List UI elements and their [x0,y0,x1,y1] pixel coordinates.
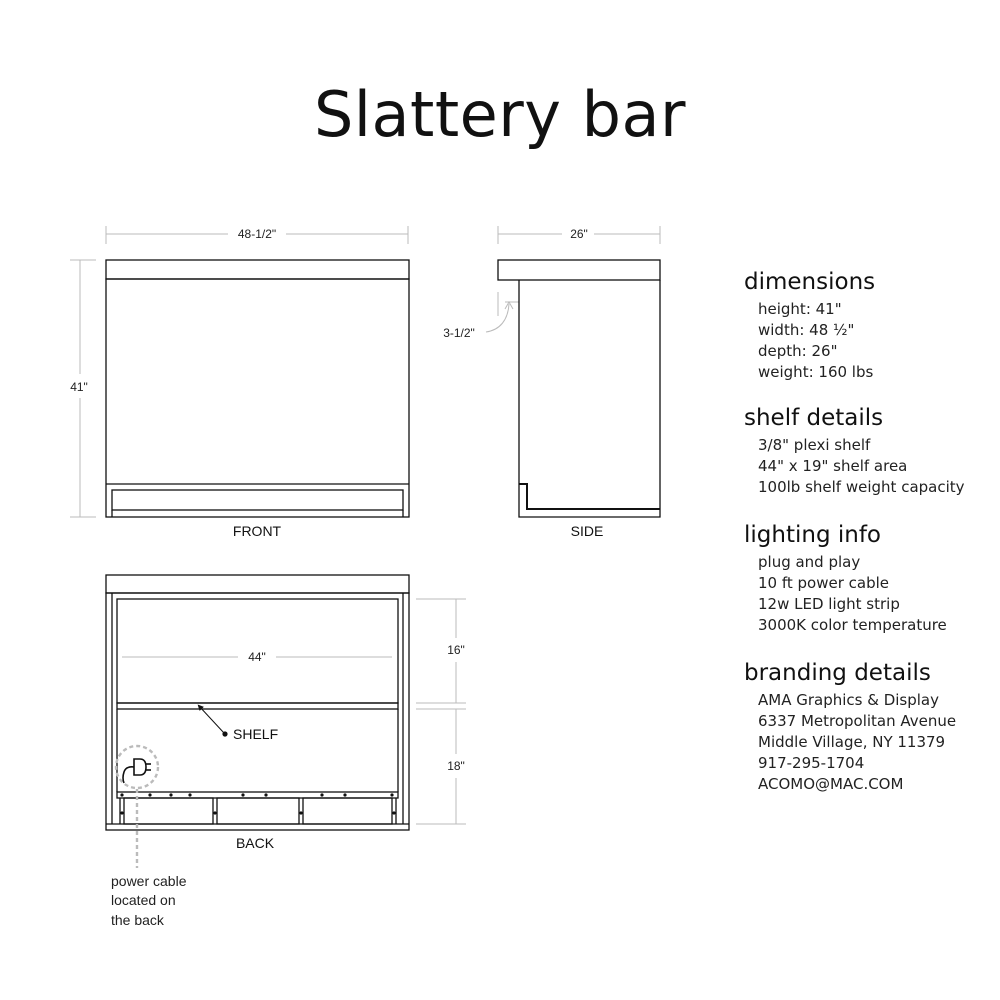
power-note-line-2: located on [111,892,176,908]
dimensions-item: weight: 160 lbs [758,363,874,381]
lighting-info-item: 10 ft power cable [758,574,890,592]
branding-email[interactable]: ACOMO@MAC.COM [758,775,904,793]
lighting-info-section [744,521,947,636]
lighting-info-item: 12w LED light strip [758,595,900,613]
branding-street: 6337 Metropolitan Avenue [758,712,957,730]
front-view [70,226,409,539]
lighting-info-item: 3000K color temperature [758,616,947,634]
branding-details-section [744,659,956,795]
side-overhang-label: 3-1/2" [443,326,475,340]
back-shelf-width-label: 44" [248,650,266,664]
side-depth-label: 26" [570,227,588,241]
lighting-info-list [758,552,947,636]
front-height-label: 41" [70,380,88,394]
back-upper-height-label: 16" [447,643,465,657]
shelf-callout [199,706,228,737]
power-note-line-1: power cable [111,873,187,889]
shelf-details-list [758,435,965,498]
branding-details-list [758,690,956,795]
power-note [111,873,190,928]
back-view [106,575,466,928]
branding-company: AMA Graphics & Display [758,691,939,709]
branding-details-heading: branding details [744,660,931,686]
dimensions-item: width: 48 ½" [758,321,855,339]
dimensions-item: height: 41" [758,300,842,318]
dimensions-section [744,268,875,383]
dimensions-list [758,299,875,383]
shelf-details-item: 100lb shelf weight capacity [758,478,965,496]
back-lower-height-label: 18" [447,759,465,773]
side-view-label: SIDE [570,523,604,539]
front-width-label: 48-1/2" [237,227,277,241]
side-overhang-dimension [486,292,519,332]
dimensions-heading: dimensions [744,269,876,295]
page-title: Slattery bar [313,78,687,151]
back-bar-outline [106,575,409,830]
power-note-line-3: the back [111,912,164,928]
back-view-label: BACK [235,835,275,851]
lighting-info-item: plug and play [758,553,861,571]
branding-phone[interactable]: 917-295-1704 [758,754,865,772]
lighting-info-heading: lighting info [744,522,881,548]
shelf-details-section [744,404,965,498]
shelf-callout-label: SHELF [233,726,279,742]
front-view-label: FRONT [232,523,282,539]
side-bar-outline [498,260,660,517]
dimensions-item: depth: 26" [758,342,838,360]
shelf-details-item: 44" x 19" shelf area [758,457,908,475]
side-view [443,226,660,539]
front-bar-outline [106,260,409,517]
power-plug-icon [116,746,158,788]
shelf-details-item: 3/8" plexi shelf [758,436,871,454]
shelf-details-heading: shelf details [744,405,884,431]
back-height-dimensions [416,599,466,824]
back-panel-screws [120,793,395,814]
branding-city: Middle Village, NY 11379 [758,733,946,751]
